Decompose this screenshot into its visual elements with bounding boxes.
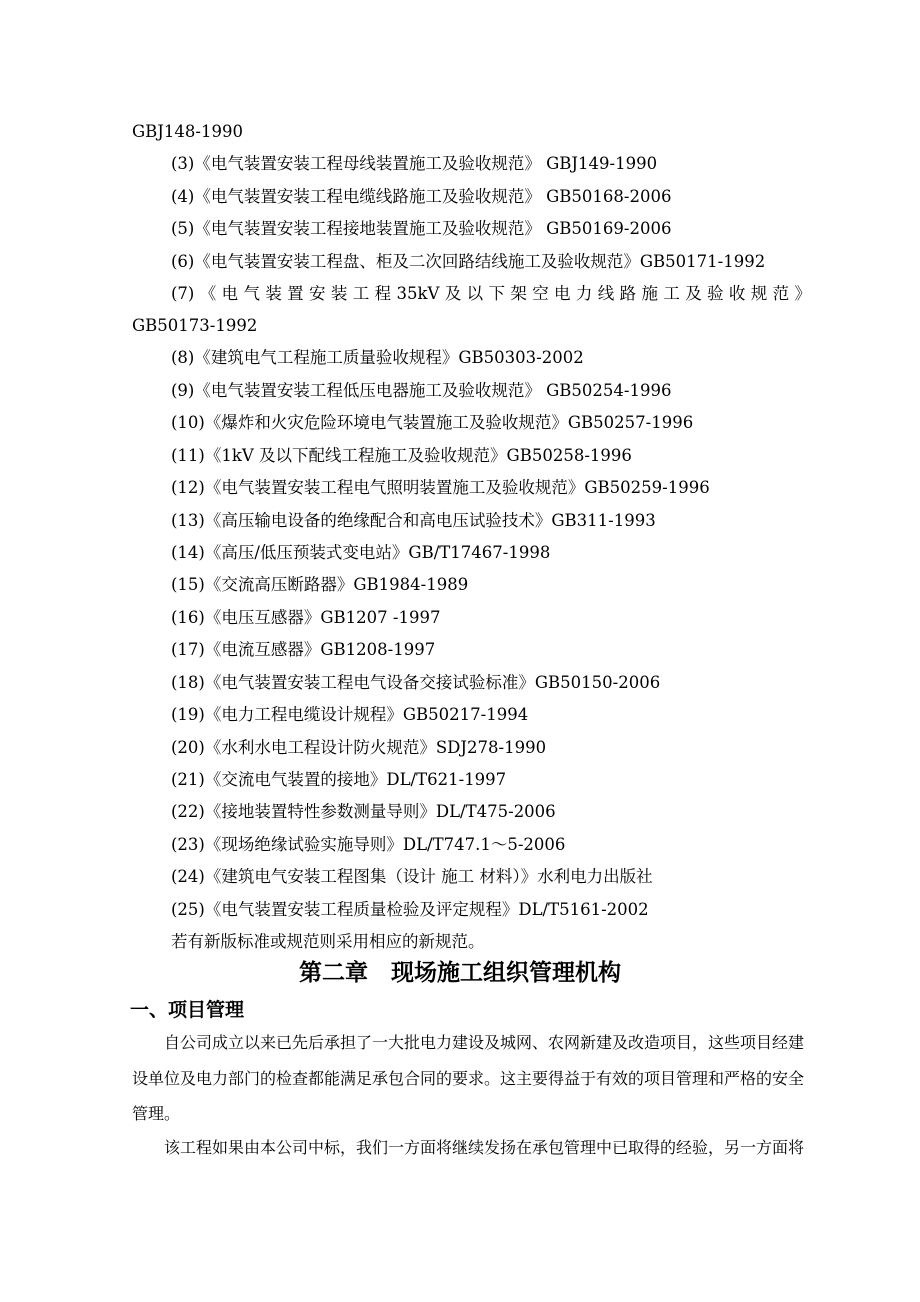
item-part: 范 [772, 284, 790, 303]
item-part: 气 [243, 284, 260, 303]
item-part: 安 [309, 284, 326, 303]
item-part: 《 [199, 284, 217, 303]
standard-item: (12)《电气装置安装工程电气照明装置施工及验收规范》GB50259-1996 [171, 478, 710, 497]
item-part: 电 [221, 284, 239, 303]
item-part: 验 [707, 284, 724, 303]
standard-item: (11)《1kV 及以下配线工程施工及验收规范》GB50258-1996 [171, 446, 632, 465]
paragraph-line: 自公司成立以来已先后承担了一大批电力建设及城网、农网新建及改造项目，这些项目经建 [132, 1033, 805, 1052]
item-part: 》 [794, 284, 811, 303]
standard-item: (14)《高压/低压预装式变电站》GB/T17467-1998 [171, 543, 551, 562]
standard-item: (9)《电气装置安装工程低压电器施工及验收规范》 GB50254-1996 [171, 381, 672, 400]
item-part: 及 [444, 284, 462, 303]
standard-item: (24)《建筑电气安装工程图集（设计 施工 材料）》水利电力出版社 [171, 867, 653, 886]
paragraph-line: 该工程如果由本公司中标，我们一方面将继续发扬在承包管理中已取得的经验，另一方面将 [132, 1138, 805, 1157]
standard-item: (13)《高压输电设备的绝缘配合和高电压试验技术》GB311-1993 [171, 511, 656, 530]
standard-item: (22)《接地装置特性参数测量导则》DL/T475-2006 [171, 802, 556, 821]
standard-item: (10)《爆炸和火灾危险环境电气装置施工及验收规范》GB50257-1996 [171, 413, 694, 432]
standard-item: (4)《电气装置安装工程电缆线路施工及验收规范》 GB50168-2006 [171, 187, 672, 206]
item-part: 施 [641, 284, 658, 303]
standards-note: 若有新版标准或规范则采用相应的新规范。 [171, 932, 485, 951]
item-part: 工 [352, 284, 370, 303]
item-part: 规 [750, 284, 768, 303]
standard-item: (21)《交流电气装置的接地》DL/T621-1997 [171, 770, 507, 789]
standard-item: (16)《电压互感器》GB1207 -1997 [171, 608, 441, 627]
item-part: 35kV [396, 284, 440, 303]
standard-item: (3)《电气装置安装工程母线装置施工及验收规范》 GBJ149-1990 [171, 154, 658, 173]
paragraph-line: 设单位及电力部门的检查都能满足承包合同的要求。这主要得益于有效的项目管理和严格的安全 [132, 1069, 805, 1088]
item-part: 装 [330, 284, 348, 303]
item-part: 空 [532, 284, 549, 303]
standard-item: (19)《电力工程电缆设计规程》GB50217-1994 [171, 705, 529, 724]
standard-continuation: GBJ148-1990 [132, 122, 243, 141]
item-part: 电 [554, 284, 571, 303]
standard-item: (23)《现场绝缘试验实施导则》DL/T747.1～5-2006 [171, 835, 566, 854]
standard-item: (20)《水利水电工程设计防火规范》SDJ278-1990 [171, 738, 547, 757]
item-part: (7) [171, 284, 195, 303]
item-part: 装 [265, 284, 282, 303]
item-part: 置 [287, 284, 304, 303]
item-part: 线 [597, 284, 615, 303]
standard-item: (15)《交流高压断路器》GB1984-1989 [171, 575, 469, 594]
item-part: 以 [466, 284, 484, 303]
item-part: 工 [663, 284, 680, 303]
standard-item: (17)《电流互感器》GB1208-1997 [171, 640, 436, 659]
item-part: 架 [510, 284, 527, 303]
standard-item: (25)《电气装置安装工程质量检验及评定规程》DL/T5161-2002 [171, 900, 649, 919]
item-part: 程 [374, 284, 392, 303]
standard-item: (8)《建筑电气工程施工质量验收规程》GB50303-2002 [171, 348, 584, 367]
standard-item: (6)《电气装置安装工程盘、柜及二次回路结线施工及验收规范》GB50171-1992 [171, 252, 766, 271]
item-part: 力 [575, 284, 593, 303]
item-part: 收 [728, 284, 746, 303]
standard-item: (18)《电气装置安装工程电气设备交接试验标准》GB50150-2006 [171, 673, 661, 692]
item-part: 及 [685, 284, 702, 303]
standard-item-justified [171, 283, 811, 305]
paragraph-line: 管理。 [132, 1104, 181, 1123]
standard-continuation: GB50173-1992 [132, 316, 258, 335]
chapter-title: 第二章 现场施工组织管理机构 [299, 959, 621, 986]
item-part: 路 [619, 284, 637, 303]
item-part: 下 [488, 284, 505, 303]
section-heading: 一、项目管理 [130, 999, 245, 1021]
standard-item: (5)《电气装置安装工程接地装置施工及验收规范》 GB50169-2006 [171, 219, 672, 238]
